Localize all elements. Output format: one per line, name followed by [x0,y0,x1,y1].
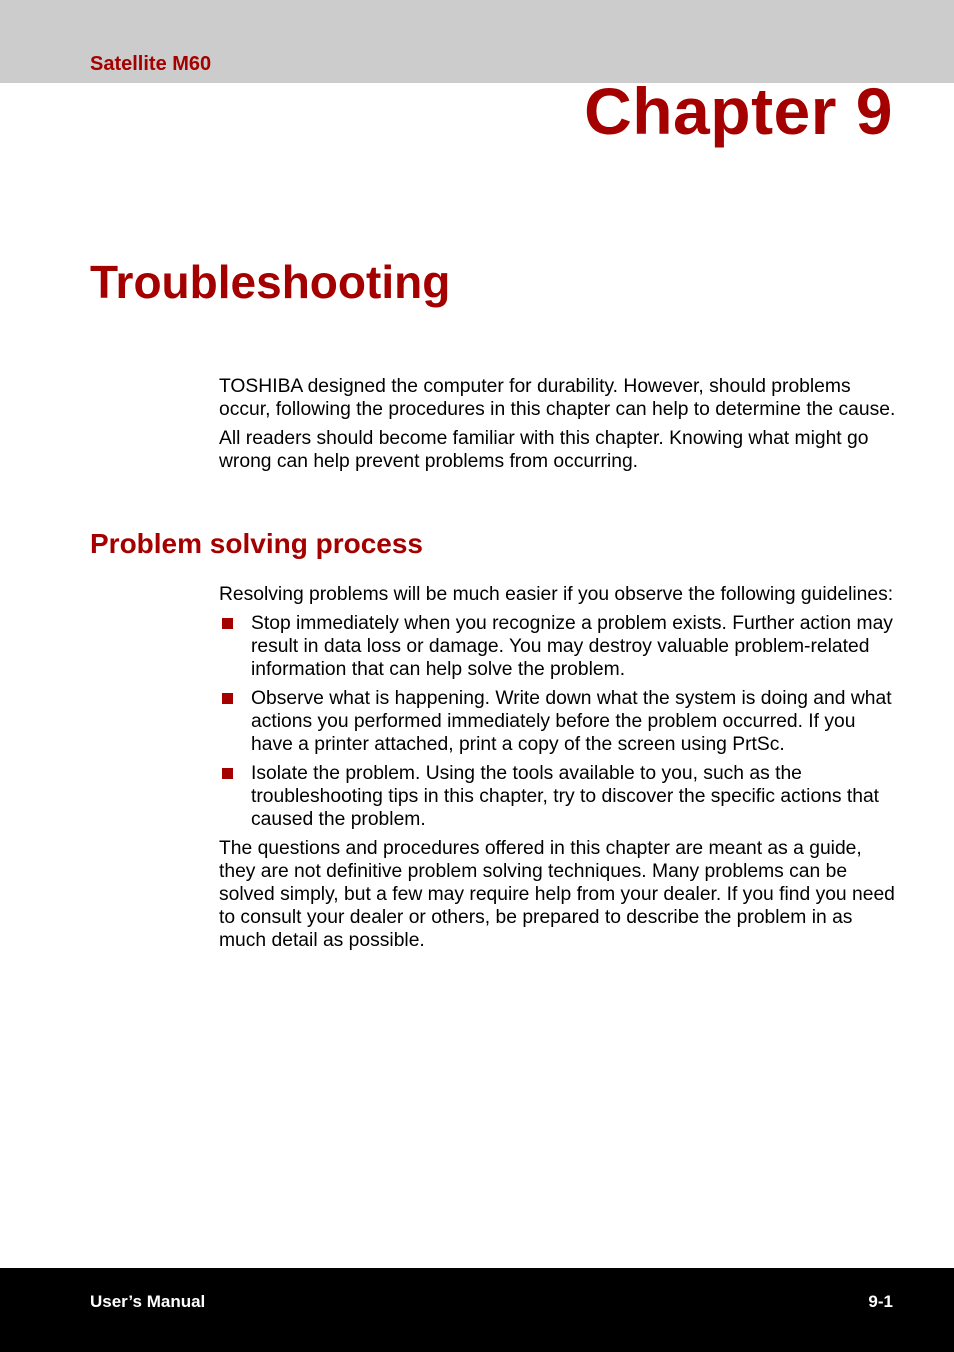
list-item-text: Isolate the problem. Using the tools available to you, such as the troubleshooting tips in this chapter, try to discover the specific actions that caused the problem. [251,763,880,830]
lead-paragraph: Resolving problems will be much easier if you observe the following guidelines: [219,584,894,605]
product-name: Satellite M60 [90,53,212,75]
intro-paragraph: TOSHIBA designed the computer for durability. However, should problems occur, following the procedures in this chapter can help to determine the cause. [219,376,896,420]
list-item [219,762,899,831]
list-item-text: Stop immediately when you recognize a problem exists. Further action may result in data loss or damage. You may destroy valuable problem-related information that can help solve the problem. [251,613,893,680]
intro-text [219,375,899,479]
list-item [219,687,899,756]
square-bullet-icon [222,693,233,704]
section-title: Troubleshooting [90,256,451,308]
page-number: 9-1 [868,1292,893,1311]
intro-paragraph: All readers should become familiar with this chapter. Knowing what might go wrong can help prevent problems from occurring. [219,428,869,472]
list-item [219,612,899,681]
square-bullet-icon [222,768,233,779]
chapter-title: Chapter 9 [584,74,893,148]
manual-label: User’s Manual [90,1292,206,1311]
square-bullet-icon [222,618,233,629]
subsection-title: Problem solving process [90,528,423,559]
closing-paragraph: The questions and procedures offered in this chapter are meant as a guide, they are not definitive problem solving techniques. Many problems can be solved simply, but a few may require help from your dealer. If you find you need to consult your dealer or others, be prepared to describe the problem in as much detail as possible. [219,838,895,951]
guidelines-list [219,612,899,831]
problem-solving-text [219,583,899,958]
list-item-text: Observe what is happening. Write down what the system is doing and what actions you performed immediately before the problem occurred. If you have a printer attached, print a copy of the screen using PrtSc. [251,688,892,755]
